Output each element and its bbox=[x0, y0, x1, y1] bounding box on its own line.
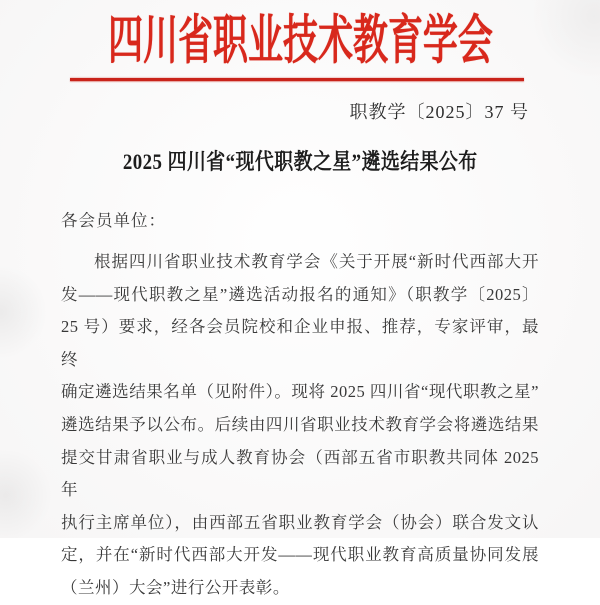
paragraph-line: 遴选结果予以公布。后续由四川省职业技术教育学会将遴选结果 bbox=[61, 414, 539, 434]
paragraph-line: （兰州）大会”进行公开表彰。 bbox=[61, 577, 290, 597]
paragraph-line: 根据四川省职业技术教育学会《关于开展“新时代西部大开 bbox=[94, 252, 539, 271]
paragraph-line: 25 号）要求，经各会员院校和企业申报、推荐，专家评审，最终 bbox=[61, 317, 539, 369]
document-number: 职教学〔2025〕37 号 bbox=[349, 102, 529, 122]
paragraph-line: 发——现代职教之星”遴选活动报名的通知》（职教学〔2025〕 bbox=[61, 284, 539, 304]
paragraph-line: 定，并在“新时代西部大开发——现代职业教育高质量协同发展 bbox=[61, 545, 539, 565]
letterhead-divider-rule bbox=[70, 78, 524, 81]
body-paragraph bbox=[61, 246, 539, 605]
notice-title-text: 2025 四川省“现代职教之星”遴选结果公布 bbox=[122, 149, 478, 174]
paragraph-line: 确定遴选结果名单（见附件）。现将 2025 四川省“现代职教之星” bbox=[61, 382, 539, 402]
paragraph-line: 执行主席单位），由西部五省职业教育学会（协会）联合发文认 bbox=[61, 512, 539, 532]
notice-body bbox=[61, 204, 539, 605]
salutation: 各会员单位： bbox=[61, 211, 166, 230]
letterhead bbox=[0, 10, 600, 72]
paragraph-line: 提交甘肃省职业与成人教育协会（西部五省市职教共同体 2025 年 bbox=[61, 447, 539, 500]
letterhead-org-name: 四川省职业技术教育学会 bbox=[107, 12, 493, 70]
notice-title bbox=[0, 146, 600, 178]
